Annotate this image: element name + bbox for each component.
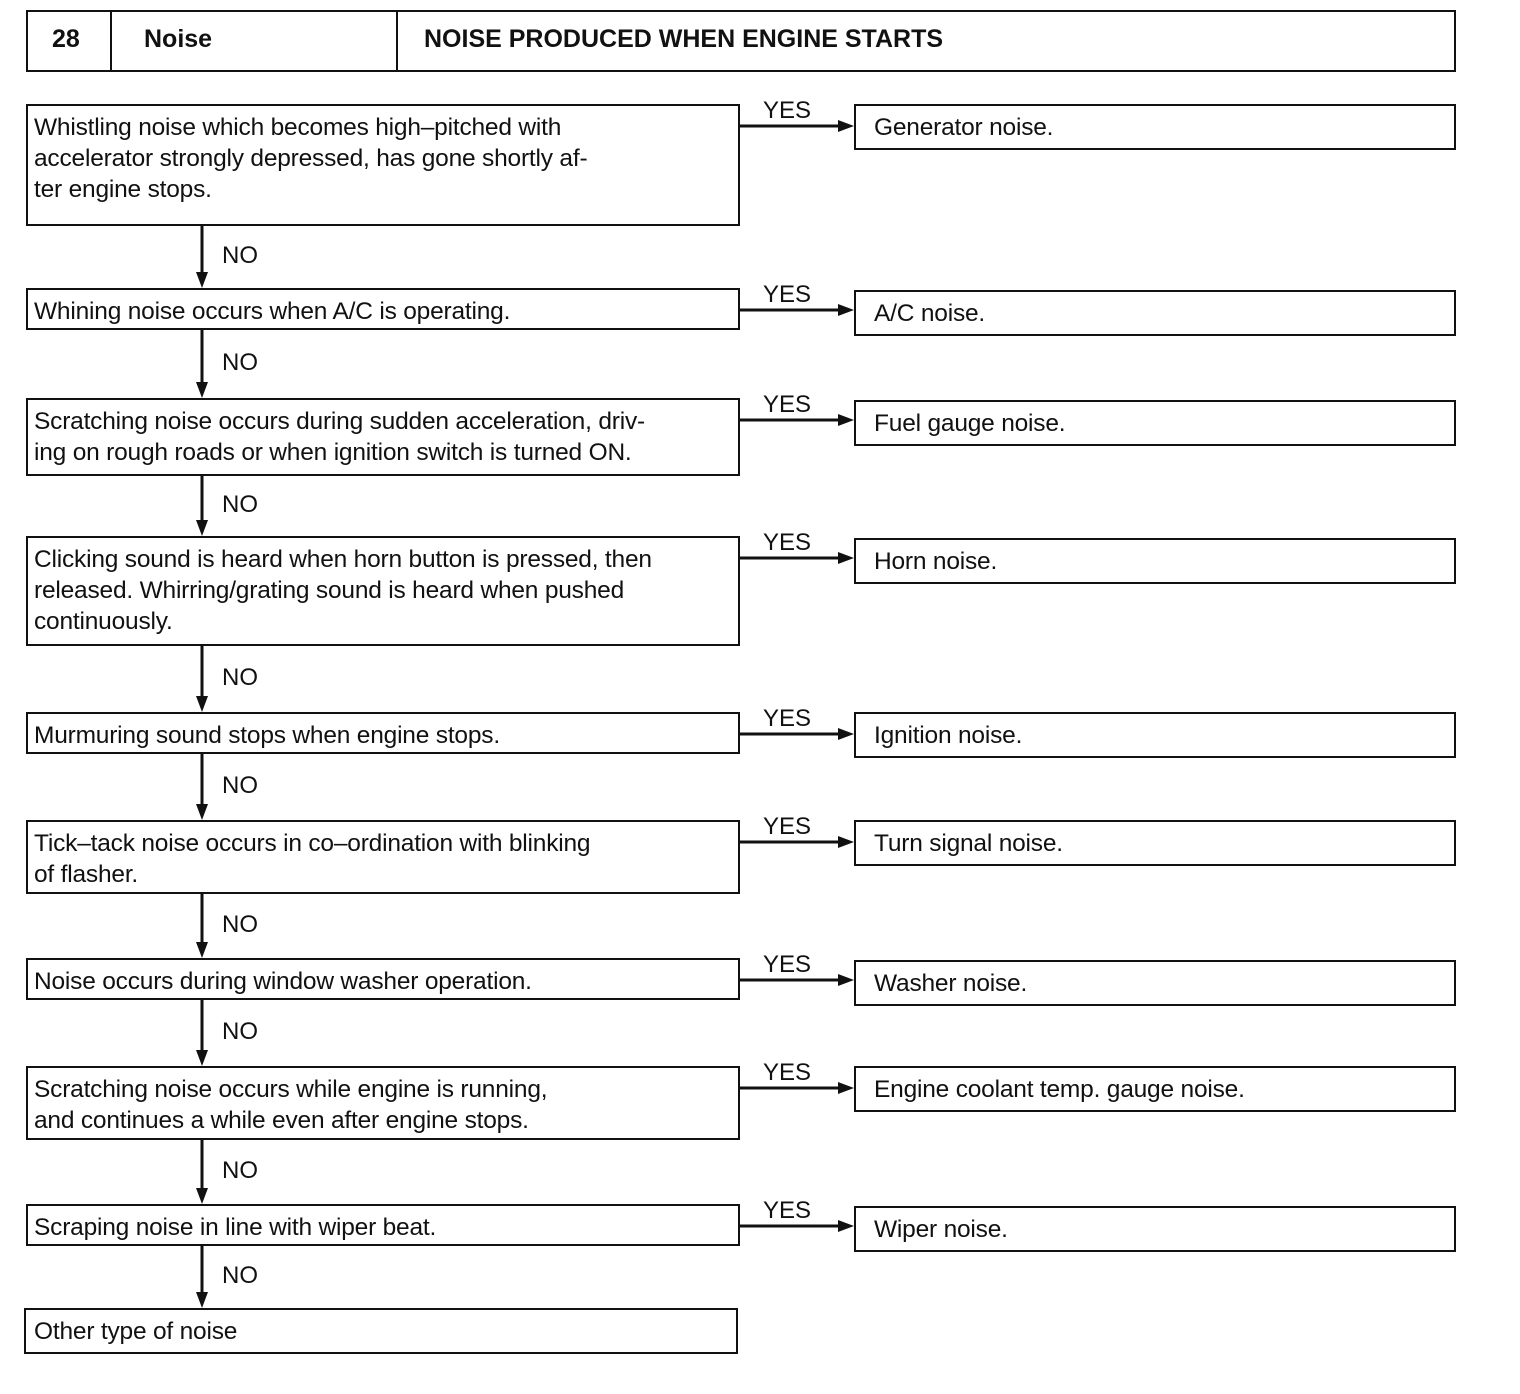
no-label: NO bbox=[222, 772, 258, 799]
no-label: NO bbox=[222, 242, 258, 269]
yes-label: YES bbox=[763, 705, 812, 732]
yes-label: YES bbox=[763, 529, 812, 556]
question-box bbox=[26, 958, 740, 1000]
result-text: Wiper noise. bbox=[874, 1216, 1008, 1243]
question-box bbox=[26, 820, 740, 894]
question-text: Scraping noise in line with wiper beat. bbox=[34, 1214, 437, 1241]
no-arrow bbox=[196, 1246, 208, 1308]
final-text: Other type of noise bbox=[34, 1318, 238, 1345]
header-table bbox=[26, 10, 1456, 72]
result-text: Washer noise. bbox=[874, 970, 1028, 997]
no-label: NO bbox=[222, 1157, 258, 1184]
result-box bbox=[854, 1206, 1456, 1252]
yes-label: YES bbox=[763, 1197, 812, 1224]
header-number-cell bbox=[28, 12, 112, 70]
result-text: Turn signal noise. bbox=[874, 830, 1063, 857]
result-box bbox=[854, 712, 1456, 758]
no-arrow bbox=[196, 646, 208, 712]
header-title: NOISE PRODUCED WHEN ENGINE STARTS bbox=[424, 25, 944, 53]
question-box bbox=[26, 712, 740, 754]
result-box bbox=[854, 400, 1456, 446]
header-category: Noise bbox=[144, 25, 213, 53]
yes-label: YES bbox=[763, 281, 812, 308]
question-box bbox=[26, 288, 740, 330]
question-text: Scratching noise occurs during sudden acceleration, driv- ing on rough roads or when ignition switch is turned ON. bbox=[34, 408, 645, 466]
yes-label: YES bbox=[763, 97, 812, 124]
header-category-cell bbox=[112, 12, 398, 70]
no-label: NO bbox=[222, 664, 258, 691]
question-text: Clicking sound is heard when horn button is pressed, then released. Whirring/grating sound is heard when pushed continuously. bbox=[34, 546, 652, 635]
no-arrow bbox=[196, 894, 208, 958]
result-box bbox=[854, 960, 1456, 1006]
question-box bbox=[26, 1204, 740, 1246]
result-text: Engine coolant temp. gauge noise. bbox=[874, 1076, 1245, 1103]
no-label: NO bbox=[222, 349, 258, 376]
no-label: NO bbox=[222, 911, 258, 938]
question-box bbox=[26, 104, 740, 226]
no-arrow bbox=[196, 1000, 208, 1066]
question-text: Whistling noise which becomes high–pitched with accelerator strongly depressed, has gone shortly af- ter engine stops. bbox=[34, 114, 588, 203]
question-box bbox=[26, 1066, 740, 1140]
header-number: 28 bbox=[52, 25, 80, 53]
yes-label: YES bbox=[763, 391, 812, 418]
result-box bbox=[854, 820, 1456, 866]
yes-label: YES bbox=[763, 1059, 812, 1086]
result-text: Generator noise. bbox=[874, 114, 1054, 141]
result-text: Ignition noise. bbox=[874, 722, 1023, 749]
result-box bbox=[854, 538, 1456, 584]
result-box bbox=[854, 104, 1456, 150]
result-text: Fuel gauge noise. bbox=[874, 410, 1066, 437]
yes-label: YES bbox=[763, 951, 812, 978]
result-text: A/C noise. bbox=[874, 300, 986, 327]
no-arrow bbox=[196, 754, 208, 820]
result-text: Horn noise. bbox=[874, 548, 998, 575]
no-arrow bbox=[196, 476, 208, 536]
question-text: Whining noise occurs when A/C is operating. bbox=[34, 298, 511, 325]
yes-label: YES bbox=[763, 813, 812, 840]
no-arrow bbox=[196, 330, 208, 398]
question-text: Scratching noise occurs while engine is running, and continues a while even after engine stops. bbox=[34, 1076, 548, 1134]
result-box bbox=[854, 1066, 1456, 1112]
question-box bbox=[26, 536, 740, 646]
question-text: Noise occurs during window washer operation. bbox=[34, 968, 532, 995]
result-box bbox=[854, 290, 1456, 336]
no-arrow bbox=[196, 1140, 208, 1204]
question-text: Murmuring sound stops when engine stops. bbox=[34, 722, 500, 749]
no-label: NO bbox=[222, 1018, 258, 1045]
question-box bbox=[26, 398, 740, 476]
no-label: NO bbox=[222, 491, 258, 518]
question-text: Tick–tack noise occurs in co–ordination with blinking of flasher. bbox=[34, 830, 591, 888]
no-label: NO bbox=[222, 1262, 258, 1289]
final-box bbox=[24, 1308, 738, 1354]
no-arrow bbox=[196, 226, 208, 288]
